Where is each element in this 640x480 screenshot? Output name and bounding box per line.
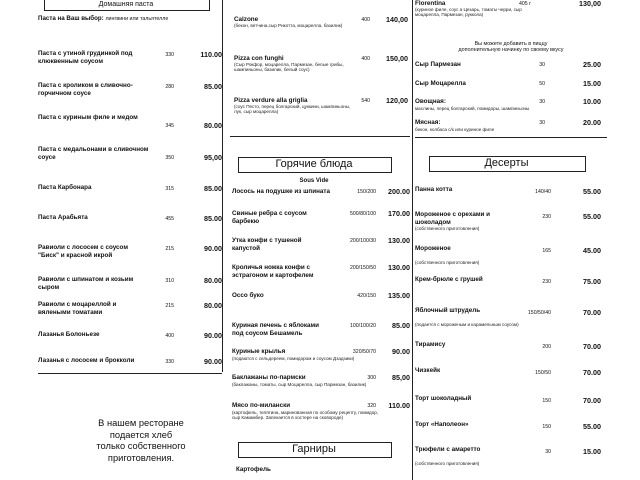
pizza-item-description: (соус Песто, перец болгарский, цуккини, шампиньоны, лук, сыр моцарелла) <box>234 104 351 115</box>
dessert-item-price: 70.00 <box>583 342 601 351</box>
dessert-item-price: 15.00 <box>583 447 601 456</box>
pasta-item-name: Лазанья Болоньезе <box>38 331 100 338</box>
dessert-item <box>415 307 605 331</box>
pasta-choice-label: Паста на Ваш выбор: <box>38 15 104 22</box>
dessert-item <box>415 211 605 235</box>
dessert-item-weight: 150 <box>542 424 551 430</box>
pasta-item-weight: 215 <box>165 303 174 309</box>
dessert-item-price: 55.00 <box>583 422 601 431</box>
bread-notice-line-4: приготовления. <box>107 452 175 463</box>
dessert-item-weight: 150/50/40 <box>527 310 551 316</box>
hot-dish-item-weight: 320 <box>367 403 376 409</box>
dessert-item <box>415 421 605 445</box>
addon-item-name: Овощная: <box>415 98 446 105</box>
hot-dish-item-name: Баклажаны по-пармски <box>232 374 306 381</box>
bread-notice <box>66 418 216 464</box>
pasta-item <box>38 146 220 170</box>
dessert-item-name: Торт шоколадный <box>415 395 472 402</box>
pasta-title: Домашняя паста <box>98 1 154 8</box>
dessert-item-weight: 230 <box>542 214 551 220</box>
column-divider-1 <box>222 0 223 372</box>
pasta-item-weight: 330 <box>165 52 174 58</box>
addon-item-weight: 30 <box>539 120 545 126</box>
addon-item-name: Сыр Пармезан <box>415 61 461 68</box>
pasta-item <box>38 214 220 238</box>
addon-note <box>415 41 607 54</box>
pasta-item <box>38 331 220 355</box>
dessert-item-weight: 200 <box>542 344 551 350</box>
pasta-item-price: 80.00 <box>204 301 222 310</box>
dessert-item-name: Крем-брюле с грушей <box>415 276 483 283</box>
pasta-item-name: Паста с медальонами в сливочном соусе <box>38 146 149 161</box>
dessert-item-price: 45.00 <box>583 246 601 255</box>
pasta-item-price: 110.00 <box>200 50 222 59</box>
bread-notice-line-3: только собственного <box>96 441 186 451</box>
pizza-item-description: (бекон, ветчина,сыр Рикотта, моцарелла, базилик) <box>234 23 343 28</box>
hot-dish-item-price: 170.00 <box>388 209 410 218</box>
hot-dish-item-description: (баклажаны, томаты, сыр Моцарелла, сыр Пармезан, базилик) <box>232 382 367 387</box>
hot-dish-item-weight: 100/100/20 <box>350 323 376 329</box>
pasta-item-weight: 310 <box>165 278 174 284</box>
hot-dish-item <box>232 292 412 316</box>
garnish-item <box>236 466 271 474</box>
pasta-item-name: Равиоли с лососем с соусом "Биск" и красной икрой <box>38 244 128 259</box>
addon-item-description: бекон, колбаса с/к или куриное филе <box>415 127 495 132</box>
pizza-item-weight: 400 <box>361 56 370 62</box>
dessert-item-weight: 230 <box>542 279 551 285</box>
pasta-item-name: Паста с утиной грудинкой под клюквенным соусом <box>38 50 133 65</box>
pasta-item-price: 95,00 <box>204 153 222 162</box>
pizza-item-name: Calzone <box>234 16 259 23</box>
hot-dish-item <box>232 348 412 372</box>
pizza-item <box>415 0 605 24</box>
pizza-item-price: 150,00 <box>386 54 408 63</box>
pasta-item-name: Паста Арабьята <box>38 214 88 221</box>
dessert-item-price: 70.00 <box>583 396 601 405</box>
hot-dish-item-name: Свиные ребра с соусом барбекю <box>232 210 307 225</box>
dessert-item <box>415 367 605 391</box>
pizza-item <box>234 16 412 40</box>
hot-dish-item <box>232 188 412 212</box>
addon-item-name: Мясная: <box>415 119 441 126</box>
hot-dish-item <box>232 322 412 346</box>
hot-dishes-title: Горячие блюда <box>275 158 353 170</box>
pasta-item <box>38 357 220 381</box>
pasta-item-price: 90.00 <box>204 244 222 253</box>
sous-vide-label: Sous Vide <box>299 178 329 184</box>
pasta-item <box>38 184 220 208</box>
dessert-item-weight: 140/40 <box>535 189 551 195</box>
hot-dish-item-description: (картофель, телятина, маринованная по особому рецепту, помидор, сыр Камамбер. Запекается в хостере на сковороде) <box>232 410 379 421</box>
pizza-section-rule <box>230 136 410 137</box>
dessert-item-name: Панна котта <box>415 186 453 193</box>
hot-dish-item-price: 90.00 <box>392 347 410 356</box>
dessert-item-price: 70.00 <box>583 308 601 317</box>
pasta-choice-line <box>38 15 218 22</box>
pasta-item-weight: 345 <box>165 123 174 129</box>
hot-dish-item <box>232 264 412 288</box>
hot-dish-item <box>232 237 412 261</box>
hot-dish-item-weight: 300 <box>367 375 376 381</box>
pizza-item-price: 120,00 <box>386 96 408 105</box>
hot-dish-item <box>232 402 412 426</box>
pasta-item-weight: 215 <box>165 246 174 252</box>
hot-dish-item-price: 85,00 <box>392 373 410 382</box>
hot-dish-item-weight: 150/200 <box>357 189 376 195</box>
pasta-item <box>38 301 220 325</box>
pasta-item-price: 80.00 <box>204 121 222 130</box>
hot-dish-item <box>232 374 412 398</box>
dessert-item-price: 55.00 <box>583 212 601 221</box>
dessert-item-name: Торт «Наполеон» <box>415 421 469 428</box>
pizza-item-weight: 405 г <box>519 1 531 7</box>
pizza-item-name: Florentina <box>415 0 446 7</box>
garnish-title: Гарниры <box>292 443 336 455</box>
dessert-item-price: 55.00 <box>583 187 601 196</box>
dessert-item <box>415 341 605 365</box>
column-divider-2 <box>412 0 413 480</box>
hot-dish-item-price: 200.00 <box>388 187 410 196</box>
pasta-item-name: Равиоли с шпинатом и козьим сыром <box>38 276 134 291</box>
hot-dish-item-weight: 420/150 <box>357 293 376 299</box>
dessert-item-description: (собственного приготовления) <box>415 260 480 265</box>
addon-item-price: 25.00 <box>583 60 601 69</box>
hot-dish-item-price: 85.00 <box>392 321 410 330</box>
hot-dish-item-name: Куриная печень с яблоками под соусом Бешамель <box>232 322 320 337</box>
pasta-item-weight: 455 <box>165 216 174 222</box>
dessert-item-price: 70.00 <box>583 368 601 377</box>
addon-item-description: маслины, перец болгарский, помидоры, шампиньоны <box>415 106 530 111</box>
pizza-item-weight: 540 <box>361 98 370 104</box>
pasta-item-name: Паста с куриным филе и медом <box>38 114 138 121</box>
pasta-item-price: 85.00 <box>204 82 222 91</box>
addon-item-weight: 50 <box>539 81 545 87</box>
addon-item-weight: 30 <box>539 99 545 105</box>
dessert-item-weight: 150/50 <box>535 370 551 376</box>
pasta-item-weight: 330 <box>165 359 174 365</box>
dessert-item-price: 75.00 <box>583 277 601 286</box>
pasta-item-name: Паста Карбонара <box>38 184 92 191</box>
hot-dish-item-name: Мясо по-милански <box>232 402 291 409</box>
hot-dish-item-name: Кроличья ножка конфи с эстрагоном и картофелем <box>232 264 314 279</box>
desserts-title: Десерты <box>484 157 529 169</box>
garnish-item-name: Картофель <box>236 466 271 473</box>
dessert-item <box>415 245 605 269</box>
dessert-item-name: Мороженое <box>415 245 451 252</box>
hot-dish-item-price: 110.00 <box>388 401 410 410</box>
pizza-item-weight: 400 <box>361 17 370 23</box>
pasta-item <box>38 82 220 106</box>
pizza-item <box>234 97 412 121</box>
hot-dish-item-name: Лосось на подушке из шпината <box>232 188 330 195</box>
addon-item-weight: 30 <box>539 62 545 68</box>
pizza-item-name: Pizza verdure alla griglia <box>234 97 308 104</box>
pasta-item-weight: 350 <box>165 155 174 161</box>
hot-dish-item-name: Куриные крылья <box>232 348 286 355</box>
hot-dish-item <box>232 210 412 234</box>
pizza-item-description: (куриное филе, соус а Цезарь, томаты черри, сыр моцарелла, Пармезан, руккола) <box>415 7 522 18</box>
pasta-item-weight: 315 <box>165 186 174 192</box>
addon-note-line-1: Вы можете добавить в пиццу <box>474 41 548 47</box>
dessert-item-description: (собственного приготовления) <box>415 226 480 231</box>
pasta-item-price: 90.00 <box>204 331 222 340</box>
pasta-item-name: Равиоли с моцареллой и вялеными томатами <box>38 301 117 316</box>
hot-dish-item-price: 130.00 <box>388 263 410 272</box>
dessert-item-name: Трюфели с амаретто <box>415 446 481 453</box>
hot-dish-item-description: (подаются с сельдереем, помидором и соусом Дзадзики) <box>232 356 355 361</box>
pasta-choice-note: лингвини или тальятелле <box>105 16 169 22</box>
pasta-item-name: Лазанья с лососем и брокколи <box>38 357 135 364</box>
pizza-item-price: 130,00 <box>579 0 601 8</box>
dessert-item <box>415 395 605 419</box>
bread-notice-line-1: В нашем ресторане <box>98 418 184 428</box>
pasta-item <box>38 114 220 138</box>
dessert-item <box>415 276 605 300</box>
pasta-item-price: 85.00 <box>204 184 222 193</box>
addon-item-price: 15.00 <box>583 79 601 88</box>
dessert-item-weight: 150 <box>542 398 551 404</box>
pizza-item-description: (Сыр Рокфор, моцарелла, Пармезан, белые грибы, шампиньоны, базилик, белый соус) <box>234 62 344 73</box>
dessert-item <box>415 186 605 210</box>
hot-dish-item-weight: 500/80/100 <box>350 211 376 217</box>
dessert-item-name: Яблочный штрудель <box>415 307 481 314</box>
dessert-item-name: Мороженое с орехами и шоколадом <box>415 211 491 226</box>
bread-notice-line-2: подается хлеб <box>109 429 173 440</box>
hot-dish-item-price: 130.00 <box>388 236 410 245</box>
dessert-item-weight: 30 <box>545 449 551 455</box>
pasta-item <box>38 276 220 300</box>
pizza-item-price: 140,00 <box>386 15 408 24</box>
hot-dish-item-weight: 200/100/30 <box>350 238 376 244</box>
hot-dish-item-weight: 320/50/70 <box>352 349 376 355</box>
pizza-item <box>234 55 412 79</box>
dessert-item-name: Чизкейк <box>415 367 441 374</box>
addon-item <box>415 119 605 143</box>
pasta-item-price: 90.00 <box>204 357 222 366</box>
pasta-item-price: 80.00 <box>204 276 222 285</box>
addon-note-line-2: дополнительную начинку по своему вкусу <box>458 47 564 54</box>
pasta-item-weight: 280 <box>165 84 174 90</box>
dessert-item-description: (собственного приготовления) <box>415 461 480 466</box>
addon-item-name: Сыр Моцарелла <box>415 80 466 87</box>
dessert-item-name: Тирамису <box>415 341 446 348</box>
pasta-item-price: 85.00 <box>204 214 222 223</box>
pasta-item <box>38 50 220 74</box>
pasta-item-weight: 400 <box>165 333 174 339</box>
addon-item-price: 10.00 <box>583 97 601 106</box>
pasta-item <box>38 244 220 268</box>
dessert-item <box>415 446 605 470</box>
hot-dish-item-name: Оссо буко <box>232 292 264 299</box>
dessert-item-description: (подается с мороженым и карамельным соусом) <box>415 322 519 327</box>
hot-dish-item-weight: 200/150/50 <box>350 265 376 271</box>
addon-item-price: 20.00 <box>583 118 601 127</box>
pasta-item-name: Паста с кроликом в сливочно-горчичном соусе <box>38 82 133 97</box>
pizza-item-name: Pizza con funghi <box>234 55 284 62</box>
hot-dish-item-price: 135.00 <box>388 291 410 300</box>
hot-dish-item-name: Утка конфи с тушеной капустой <box>232 237 302 252</box>
dessert-item-weight: 165 <box>542 248 551 254</box>
